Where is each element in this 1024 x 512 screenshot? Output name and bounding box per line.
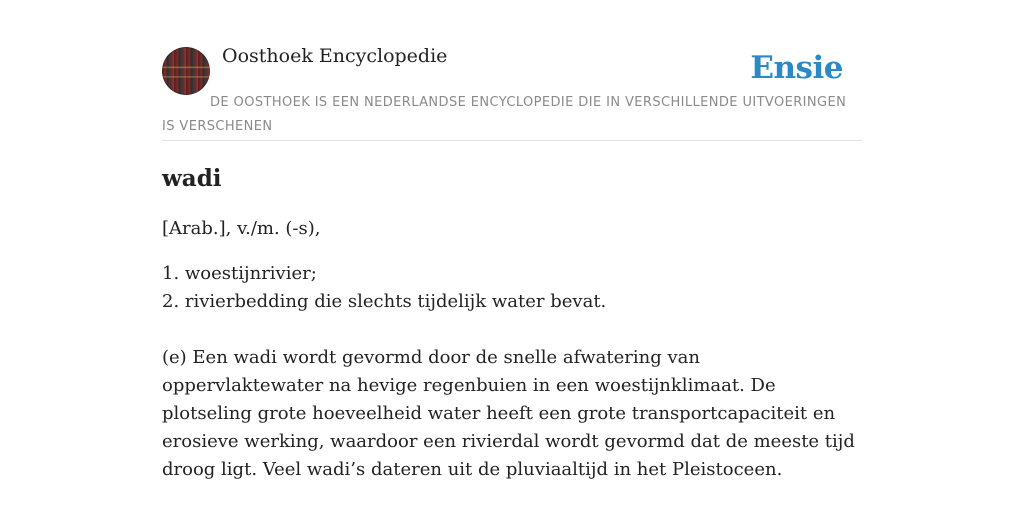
entry-explanation: (e) Een wadi wordt gevormd door de snelle afwatering van oppervlaktewater na hevige regenbuien in een woestijnklimaat. De plotseling grote hoeveelheid water heeft een grote transportcapaciteit en erosieve werking, waardoor een rivierdal wordt gevormd dat de meeste tijd droog ligt. Veel wadi’s dateren uit de pluviaaltijd in het Pleistoceen. (162, 347, 855, 480)
ensie-logo[interactable]: Ensie (750, 50, 843, 86)
definition-item: 1. woestijnrivier; (162, 263, 317, 284)
entry-content (162, 160, 862, 484)
definition-item: 2. rivierbedding die slechts tijdelijk water bevat. (162, 291, 607, 312)
header (162, 40, 862, 141)
books-icon[interactable] (162, 47, 210, 95)
site-title[interactable]: Oosthoek Encyclopedie (222, 45, 448, 67)
entry-headword: wadi (162, 165, 222, 192)
entry-grammar: [Arab.], v./m. (-s), (162, 218, 321, 239)
site-tagline: DE OOSTHOEK IS EEN NEDERLANDSE ENCYCLOPEDIE DIE IN VERSCHILLENDE UITVOERINGEN IS VERSCHENEN (162, 95, 847, 134)
definition-list (162, 260, 862, 316)
